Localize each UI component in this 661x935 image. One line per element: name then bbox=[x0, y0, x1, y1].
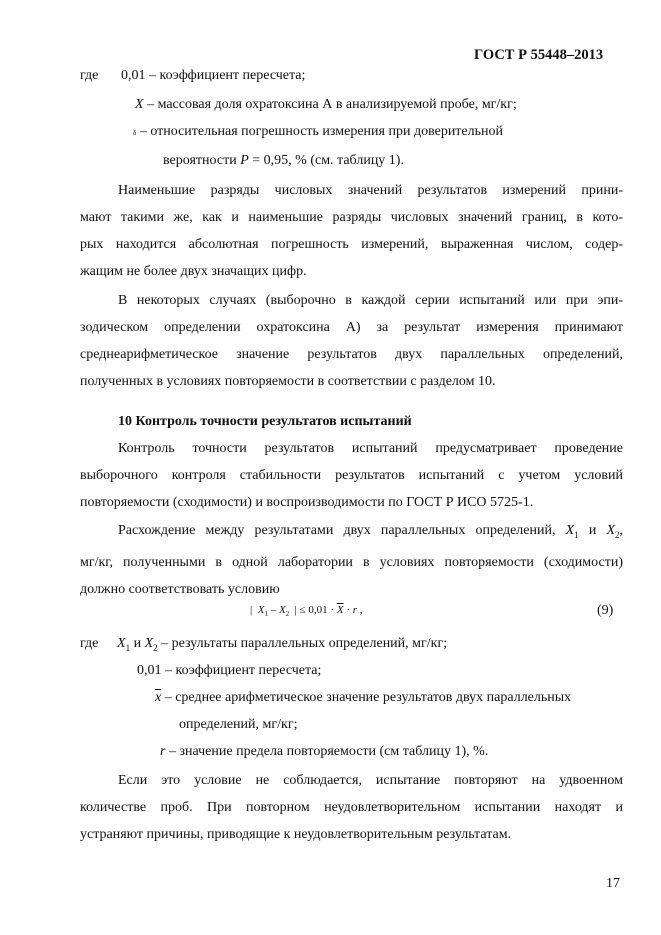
variable-x2: X bbox=[144, 636, 154, 651]
paragraph-text: Расхождение между результатами двух параллельных определений, bbox=[118, 523, 566, 538]
paragraph-text: , bbox=[619, 523, 623, 538]
variable-r: r bbox=[352, 604, 358, 616]
paragraph-line: устраняют причины, приводящие к неудовлетворительным результатам. bbox=[80, 827, 512, 842]
definition-mean-value bbox=[155, 690, 571, 706]
definition-text: = 0,95, % (см. таблицу 1). bbox=[248, 153, 404, 168]
definition-text: и bbox=[130, 636, 145, 651]
subscript: 1 bbox=[264, 610, 268, 619]
abs-bar: | bbox=[250, 604, 253, 616]
paragraph-arithmetic-mean bbox=[80, 287, 623, 395]
page-number: 17 bbox=[606, 876, 620, 891]
variable-x1: X bbox=[565, 523, 575, 538]
paragraph-line: количестве проб. При повторном неудовлетворительном испытании находят и bbox=[80, 800, 623, 815]
variable-x2: X bbox=[606, 523, 615, 538]
formula-repeatability-condition bbox=[250, 604, 363, 618]
definition-text: – результаты параллельных определений, мг/кг; bbox=[157, 636, 448, 651]
paragraph-text: и bbox=[578, 523, 607, 538]
paragraph-line: среднеарифметическое значение результатов двух параллельных определений, bbox=[80, 347, 623, 362]
subscript: 2 bbox=[153, 642, 158, 653]
paragraph-line: жащим не более двух значащих цифр. bbox=[80, 264, 307, 279]
variable-x-mean: $\overline{X}$ bbox=[336, 604, 344, 616]
operator: – bbox=[267, 604, 279, 616]
paragraph-line: В некоторых случаях (выборочно в каждой серии испытаний или при эпи- bbox=[118, 293, 623, 308]
definition-text: – среднее арифметическое значение результатов двух параллельных bbox=[161, 690, 572, 705]
subscript: 2 bbox=[285, 610, 290, 619]
paragraph-line: зодическом определении охратоксина А) за результат измерения принимают bbox=[80, 320, 623, 335]
variable-p: P bbox=[240, 153, 249, 168]
definition-relative-error bbox=[133, 124, 503, 140]
paragraph-line: Если это условие не соблюдается, испытание повторяют на удвоенном bbox=[118, 773, 623, 788]
abs-bar: | bbox=[294, 604, 297, 616]
paragraph-rounding bbox=[80, 177, 623, 285]
paragraph-line-with-variables bbox=[80, 517, 623, 549]
paragraph-line: рых находится абсолютная погрешность измерений, выраженная числом, содер- bbox=[80, 237, 623, 252]
paragraph-discrepancy bbox=[80, 517, 623, 603]
definition-confidence bbox=[163, 153, 404, 169]
subscript: 1 bbox=[125, 642, 131, 653]
formula-text: ≤ 0,01 · bbox=[296, 604, 337, 616]
definition-text: – значение предела повторяемости (см таблицу 1), %. bbox=[165, 744, 489, 759]
paragraph-line: Контроль точности результатов испытаний предусматривает проведение bbox=[118, 441, 623, 456]
paragraph-line: должно соответствовать условию bbox=[80, 581, 280, 597]
variable-x1: X bbox=[257, 604, 265, 616]
paragraph-line: мают такими же, как и наименьшие разряды числовых значений границ, в кото- bbox=[80, 210, 623, 225]
definition-text: – относительная погрешность измерения при доверительной bbox=[136, 124, 503, 139]
paragraph-line: повторяемости (сходимости) и воспроизводимости по ГОСТ Р ИСО 5725-1. bbox=[80, 495, 534, 510]
document-standard-header: ГОСТ Р 55448–2013 bbox=[474, 47, 604, 63]
variable-delta: δ bbox=[133, 129, 137, 137]
operator: · bbox=[343, 604, 353, 616]
variable-x2: X bbox=[278, 604, 286, 616]
paragraph-accuracy-control bbox=[80, 435, 623, 516]
definition-coefficient: 0,01 – коэффициент пересчета; bbox=[121, 68, 306, 83]
paragraph-repeat-test bbox=[80, 767, 623, 848]
subscript: 1 bbox=[574, 529, 579, 540]
variable-x1: X bbox=[117, 636, 126, 651]
paragraph-line: полученных в условиях повторяемости в соответствии с разделом 10. bbox=[80, 374, 496, 389]
paragraph-line: выборочного контроля стабильности результатов испытаний с учетом условий bbox=[80, 468, 623, 483]
variable-r: r bbox=[160, 744, 166, 759]
definition-text: – массовая доля охратоксина А в анализируемой пробе, мг/кг; bbox=[143, 97, 517, 112]
variable-x-mean: $\overline{x}$ bbox=[155, 690, 162, 705]
definition-parallel-results bbox=[117, 636, 447, 653]
definition-mass-fraction bbox=[135, 97, 517, 113]
section-heading: 10 Контроль точности результатов испытаний bbox=[118, 414, 412, 429]
definition-mean-value-cont: определений, мг/кг; bbox=[179, 717, 298, 732]
where-label: где bbox=[80, 68, 99, 83]
subscript: 2 bbox=[615, 529, 620, 540]
paragraph-line: Наименьшие разряды числовых значений результатов измерений прини- bbox=[118, 183, 623, 198]
definition-repeatability-limit bbox=[160, 744, 488, 760]
formula-text: , bbox=[357, 604, 363, 616]
formula-number: (9) bbox=[597, 603, 614, 618]
variable-x: X bbox=[135, 97, 144, 112]
definition-coefficient: 0,01 – коэффициент пересчета; bbox=[137, 663, 322, 678]
where-label: где bbox=[80, 636, 99, 651]
definition-text: вероятности bbox=[163, 153, 241, 168]
paragraph-line: мг/кг, полученными в одной лаборатории в условиях повторяемости (сходимости) bbox=[80, 554, 623, 570]
